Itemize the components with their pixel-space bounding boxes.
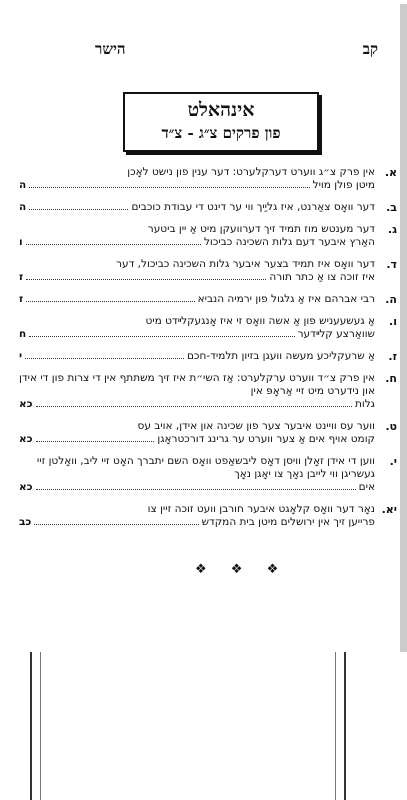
entry-page: ז xyxy=(19,271,24,283)
book-page xyxy=(5,4,404,652)
toc-entry xyxy=(19,420,397,446)
entry-text: ווער עס וויינט איבער צער פון שכינה און אידן, אויב עס xyxy=(137,420,375,432)
entry-page: כא xyxy=(19,398,33,410)
entry-page: כא xyxy=(19,481,33,493)
entry-page: ז xyxy=(19,293,24,305)
entry-page: כב xyxy=(19,516,32,528)
page-number: קב xyxy=(362,40,378,58)
toc-entry xyxy=(19,503,397,529)
entry-text: אין פרק צ״ג ווערט דערקלערט: דער ענין פון נישט לאָכן xyxy=(127,166,375,178)
entry-last-line: מיטן פולן מויל xyxy=(312,179,375,191)
toc-entry xyxy=(19,223,397,249)
entry-label: יא. xyxy=(381,503,397,516)
toc-entry xyxy=(19,258,397,284)
entry-page: ה xyxy=(19,179,27,191)
table-of-contents xyxy=(19,166,397,538)
entry-label: י. xyxy=(389,455,397,468)
entry-page: ח xyxy=(19,328,27,340)
entry-last-line: גלות xyxy=(354,398,375,410)
entry-last-line: אַ שרעקליכע מעשה וועגן בזיון תלמיד-חכם xyxy=(186,350,375,362)
entry-last-line: אים xyxy=(358,481,375,493)
entry-label: ט. xyxy=(385,420,397,433)
entry-last-line: דער וואָס צאַרנט, איז גליַיך ווי ער דינט די עבודת כוכבים xyxy=(131,201,375,213)
toc-entry xyxy=(19,201,397,214)
entry-label: א. xyxy=(384,166,397,179)
entry-label: ד. xyxy=(386,258,397,271)
entry-page: כא xyxy=(19,433,33,445)
entry-text: ווען די אידן זאָלן וויסן דאָס ליבשאַפט וואָס השם יתברך האָט זיי ליב, וואָלטן זיי געשריגן ווי לייבן נאָך צו יאָגן נאָך xyxy=(36,455,375,480)
page-edge-shadow xyxy=(400,4,407,652)
entry-text: אַ געשעעניש פון אַ אשה וואָס זי איז אָנגעקלײדט מיט xyxy=(145,315,375,327)
entry-last-line: איז זוכה צו אַ כתר תורה xyxy=(269,271,375,283)
entry-page: י xyxy=(19,350,23,362)
toc-entry xyxy=(19,293,397,306)
entry-last-line: רבי אברהם איז אַ גלגול פון ירמיה הנביא xyxy=(197,293,375,305)
entry-last-line: האַרץ איבער דעם גלות השכינה כביכול xyxy=(203,236,375,248)
stand-rail-left xyxy=(40,652,41,800)
toc-entry xyxy=(19,315,397,341)
entry-last-line: קומט אויף אים אַ צער ווערט ער גרינג דורכטראָגן xyxy=(157,433,375,445)
ornament-divider: ❖ ❖ ❖ xyxy=(195,562,289,577)
entry-last-line: פרייען זיך אין ירושלים מיטן בית המקדש xyxy=(201,516,375,528)
entry-text: נאָר דער וואָס קלאָגט איבער חורבן וועט זוכה זיין צו xyxy=(147,503,375,515)
entry-label: ו. xyxy=(389,315,397,328)
entry-label: ב. xyxy=(386,201,397,214)
entry-last-line: שוואַרצע קלײדער xyxy=(297,328,375,340)
entry-page: ה xyxy=(19,201,27,213)
toc-entry xyxy=(19,372,397,411)
running-title: הישר xyxy=(95,40,126,58)
toc-entry xyxy=(19,455,397,494)
entry-label: ז. xyxy=(388,350,397,363)
page-subtitle: פון פרקים צ״ג - צ״ד xyxy=(161,124,281,142)
entry-label: ג. xyxy=(387,223,397,236)
entry-text: אין פרק צ״ד ווערט ערקלערט: אַז השי״ת איז זיך משתתף אין די צרות פון די אידן און נידערט מיט זיי אַראָפּ אין xyxy=(19,372,375,397)
entry-label: ה. xyxy=(385,293,397,306)
book-stand xyxy=(30,652,346,800)
entry-text: דער וואָס איז תמיד בצער איבער גלות השכינה כביכול, דער xyxy=(116,258,375,270)
page-title: אינהאלט xyxy=(187,99,255,121)
toc-entry xyxy=(19,166,397,192)
stand-rail-right xyxy=(335,652,336,800)
title-box xyxy=(123,92,319,152)
running-head xyxy=(95,40,378,59)
entry-label: ח. xyxy=(385,372,397,385)
toc-entry xyxy=(19,350,397,363)
entry-page: ו xyxy=(19,236,23,248)
entry-text: דער מענטש מוז תמיד זיך דערוועקן מיט אַ יין ביטער xyxy=(147,223,375,235)
